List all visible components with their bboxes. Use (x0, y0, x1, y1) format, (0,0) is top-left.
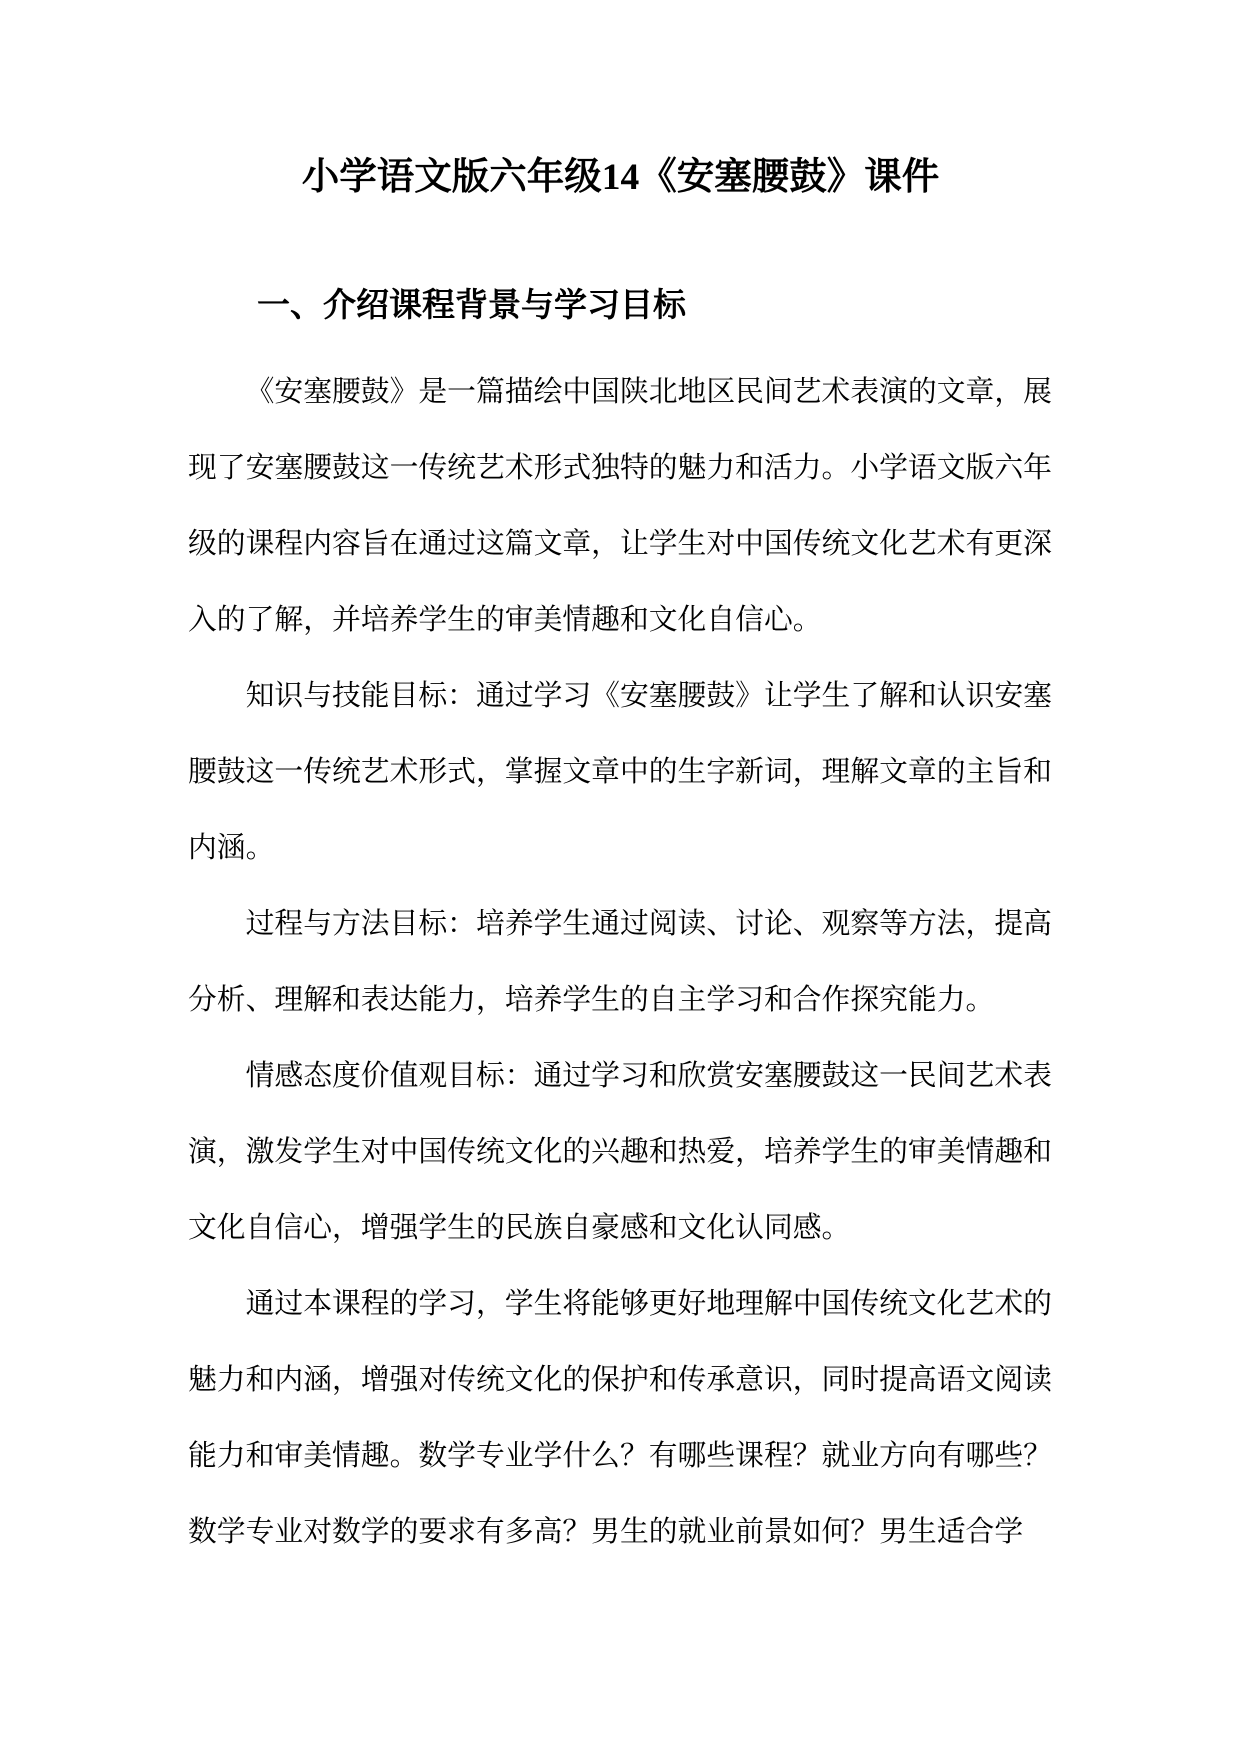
paragraph-line: 演，激发学生对中国传统文化的兴趣和热爱，培养学生的审美情趣和 (188, 1136, 1052, 1168)
paragraph-line: 魅力和内涵，增强对传统文化的保护和传承意识，同时提高语文阅读 (188, 1364, 1052, 1396)
paragraph-line: 分析、理解和表达能力，培养学生的自主学习和合作探究能力。 (188, 984, 995, 1016)
paragraph-line: 能力和审美情趣。数学专业学什么？有哪些课程？就业方向有哪些？ (188, 1440, 1052, 1472)
paragraph-line: 《安塞腰鼓》是一篇描绘中国陕北地区民间艺术表演的文章，展 (245, 376, 1052, 408)
paragraph-line: 现了安塞腰鼓这一传统艺术形式独特的魅力和活力。小学语文版六年 (188, 452, 1052, 484)
paragraph-line: 入的了解，并培养学生的审美情趣和文化自信心。 (188, 604, 822, 636)
document-title: 小学语文版六年级14《安塞腰鼓》课件 (301, 157, 940, 198)
paragraph-line: 腰鼓这一传统艺术形式，掌握文章中的生字新词，理解文章的主旨和 (188, 756, 1052, 788)
paragraph-line: 文化自信心，增强学生的民族自豪感和文化认同感。 (188, 1212, 851, 1244)
paragraph-line: 数学专业对数学的要求有多高？男生的就业前景如何？男生适合学 (188, 1516, 1024, 1548)
paragraph-line: 通过本课程的学习，学生将能够更好地理解中国传统文化艺术的 (245, 1288, 1052, 1320)
paragraph-knowledge-skills-goal (188, 658, 1054, 886)
document-body (188, 354, 1054, 1570)
paragraph-process-method-goal (188, 886, 1054, 1038)
paragraph-line: 内涵。 (188, 832, 275, 864)
paragraph-course-background (188, 354, 1054, 658)
section-heading: 一、介绍课程背景与学习目标 (257, 288, 686, 324)
paragraph-line: 知识与技能目标：通过学习《安塞腰鼓》让学生了解和认识安塞 (245, 680, 1052, 712)
paragraph-course-summary (188, 1266, 1054, 1570)
paragraph-emotion-values-goal (188, 1038, 1054, 1266)
paragraph-line: 情感态度价值观目标：通过学习和欣赏安塞腰鼓这一民间艺术表 (245, 1060, 1052, 1092)
paragraph-line: 级的课程内容旨在通过这篇文章，让学生对中国传统文化艺术有更深 (188, 528, 1052, 560)
paragraph-line: 过程与方法目标：培养学生通过阅读、讨论、观察等方法，提高 (245, 908, 1052, 940)
